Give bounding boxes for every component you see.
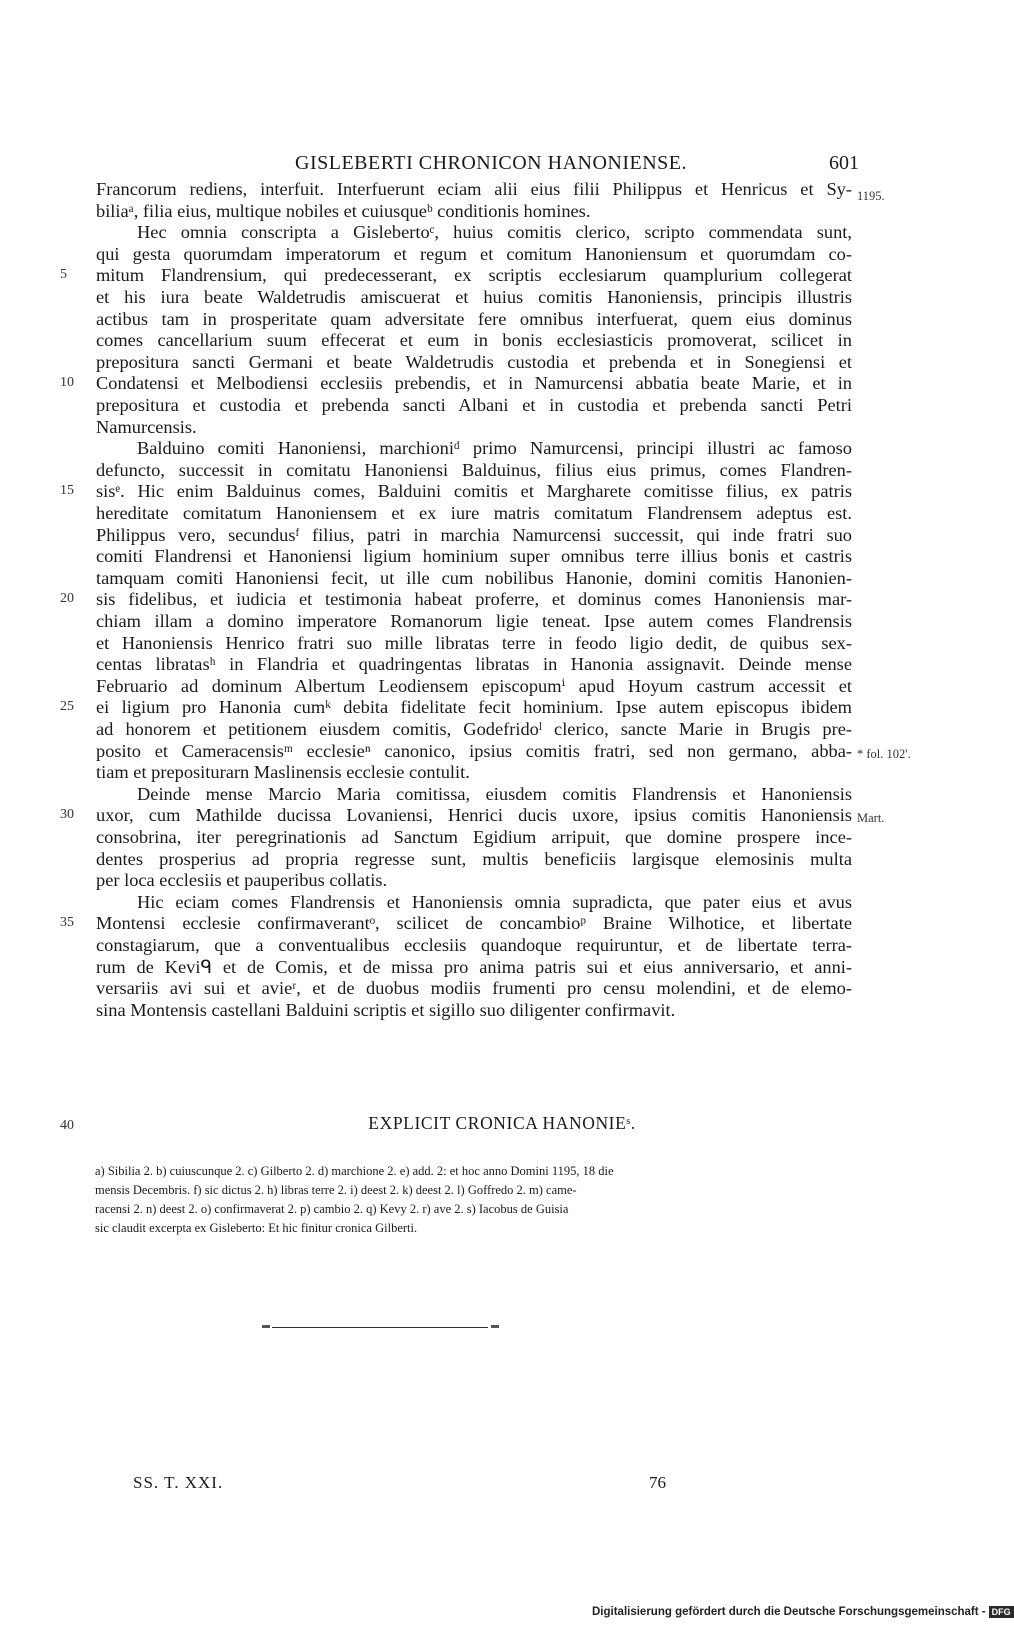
line-number: 35 (60, 915, 74, 931)
body-line: Montensi ecclesie confirmaverantᵒ, scilicet de concambioᵖ Braine Wilhotice, et libertate (96, 913, 852, 934)
signature-number: 76 (649, 1473, 666, 1492)
body-line: defuncto, successit in comitatu Hanoniensi Balduinus, filius eius primus, comes Flandren- (96, 459, 852, 480)
funding-text: Digitalisierung gefördert durch die Deutsche Forschungsgemeinschaft - (592, 1606, 986, 1619)
body-line: chiam illam a domino imperatore Romanorum ligie teneat. Ipse autem comes Flandrensis (96, 611, 852, 631)
body-line: comiti Flandrensi et Hanoniensi ligium hominium super omnibus terre illius bonis et castris (96, 546, 852, 567)
body-line: dentes prosperius ad propria regresse sunt, multis beneficiis largisque elemosinis multa (96, 848, 852, 869)
line-number: 15 (60, 483, 74, 499)
margin-month: Mart. (857, 811, 885, 825)
closing-rule (272, 1327, 488, 1328)
footnote-line: racensi 2. n) deest 2. o) confirmaverat 2. p) cambio 2. q) Kevy 2. r) ave 2. s) Iacobus de Guisia (95, 1202, 569, 1216)
line-number: 25 (60, 699, 74, 715)
body-line: Condatensi et Melbodiensi ecclesiis prebendis, et in Namurcensi abbatia beate Marie, et in (96, 373, 852, 394)
line-number: 10 (60, 375, 74, 391)
body-line: Namurcensis. (96, 416, 197, 437)
funding-note (592, 1606, 1014, 1624)
margin-year: 1195. (857, 189, 885, 203)
body-line: et Hanoniensis Henrico fratri suo mille libratas terre in feodo ligio dedit, de quibus sex- (96, 632, 852, 653)
body-line: mitum Flandrensium, qui predecesserant, ex scriptis ecclesiarum quamplurium collegerat (96, 265, 852, 286)
body-line: qui gesta quorumdam imperatorum et regum et comitum Hanoniensum et quorumdam co- (96, 243, 852, 264)
line-number: 20 (60, 591, 74, 607)
body-line: tiam et prepositurarn Maslinensis ecclesie contulit. (96, 762, 470, 783)
body-line: Februario ad dominum Albertum Leodiensem episcopumⁱ apud Hoyum castrum accessit et (96, 675, 852, 696)
body-line: prepositura sancti Germani et beate Waldetrudis custodia et prebenda et in Sonegiensi et (96, 351, 852, 372)
explicit-heading (0, 1113, 1000, 1134)
rule-ornament-right (491, 1325, 499, 1328)
body-line: actibus tam in prosperitate quam adversitate fere omnibus interfuerat, quem eius dominus (96, 308, 852, 329)
body-line: prepositura et custodia et prebenda sancti Albani et in custodia et prebenda sancti Petri (96, 395, 852, 415)
footnote-line: a) Sibilia 2. b) cuiuscunque 2. c) Gilberto 2. d) marchione 2. e) add. 2: et hoc anno Domini 1195, 18 die (95, 1164, 614, 1178)
line-number: 40 (60, 1118, 74, 1133)
body-line: sina Montensis castellani Balduini scriptis et sigillo suo diligenter confirmavit. (96, 999, 676, 1020)
body-line: centas libratasʰ in Flandria et quadringentas libratas in Hanonia assignavit. Deinde mense (96, 654, 852, 675)
body-line: versariis avi sui et avieʳ, et de duobus modiis frumenti pro censu molendini, et de elemo- (96, 978, 852, 999)
dfg-logo: DFG (989, 1606, 1014, 1618)
body-line: Philippus vero, secundusᶠ filius, patri in marchia Namurcensi successit, qui inde fratri suo (96, 524, 852, 545)
body-line: uxor, cum Mathilde ducissa Lovaniensi, Henrici ducis uxore, ipsius comitis Hanoniensis (96, 805, 852, 826)
body-line: Deinde mense Marcio Maria comitissa, eiusdem comitis Flandrensis et Hanoniensis (137, 783, 852, 804)
body-line: ei ligium pro Hanonia cumᵏ debita fidelitate fecit hominium. Ipse autem episcopus ibidem (96, 697, 852, 718)
body-line: Hic eciam comes Flandrensis et Hanoniensis omnia supradicta, que pater eius et avus (137, 891, 852, 912)
signature-mark: SS. T. XXI. (133, 1473, 224, 1492)
body-line: tamquam comiti Hanoniensi fecit, ut ille cum nobilibus Hanonie, domini comitis Hanonien- (96, 567, 852, 588)
body-line: et his iura beate Waldetrudis amiscuerat et huius comitis Hanoniensis, principis illustris (96, 287, 852, 307)
body-line: ad honorem et petitionem eiusdem comitis, Godefridoˡ clerico, sancte Marie in Brugis pre- (96, 719, 852, 739)
body-line: consobrina, iter peregrinationis ad Sanctum Egidium arripuit, que domine prospere ince- (96, 827, 852, 847)
body-line: sis fidelibus, et iudicia et testimonia habeat proferre, et dominus comes Hanoniensis mar- (96, 589, 852, 610)
line-number: 30 (60, 807, 74, 823)
body-line: Francorum rediens, interfuit. Interfuerunt eciam alii eius filii Philippus et Henricus et Sy- (96, 179, 852, 199)
rule-ornament-left (262, 1325, 270, 1328)
body-line: hereditate comitatum Hanoniensem et ex iure matris comitatum Flandrensem adeptus est. (96, 503, 852, 523)
running-title: GISLEBERTI CHRONICON HANONIENSE. (295, 152, 688, 174)
body-line: biliaᵃ, filia eius, multique nobiles et cuiusqueᵇ conditionis homines. (96, 200, 591, 221)
body-line: per loca ecclesiis et pauperibus collatis. (96, 870, 388, 891)
line-number: 5 (60, 267, 67, 283)
body-line: constagiarum, que a conventualibus ecclesiis quandoque requiruntur, et de libertate terra- (96, 935, 852, 955)
body-line: sisᵉ. Hic enim Balduinus comes, Balduini comitis et Margharete comitisse filius, ex patris (96, 481, 852, 502)
page-number: 601 (829, 152, 859, 174)
body-line: comes cancellarium suum effecerat et eum in bonis ecclesiasticis promoverat, scilicet in (96, 330, 852, 351)
footnote-line: sic claudit excerpta ex Gisleberto: Et hic finitur cronica Gilberti. (95, 1221, 418, 1235)
body-line: Balduino comiti Hanoniensi, marchioniᵈ primo Namurcensi, principi illustri ac famoso (137, 438, 852, 459)
margin-folio: * fol. 102'. (857, 747, 911, 761)
body-line: posito et Cameracensisᵐ ecclesieⁿ canonico, ipsius comitis fratri, sed non germano, abba- (96, 740, 852, 761)
explicit-text: EXPLICIT CRONICA HANONIEˢ. (368, 1113, 636, 1133)
footnote-line: mensis Decembris. f) sic dictus 2. h) libras terre 2. i) deest 2. k) deest 2. l) Goffredo 2. m) came- (95, 1183, 577, 1197)
body-line: Hec omnia conscripta a Gislebertoᶜ, huius comitis clerico, scripto commendata sunt, (137, 222, 852, 243)
body-line: rum de Keviᑫ et de Comis, et de missa pro anima patris sui et eius anniversario, et anni- (96, 956, 852, 977)
